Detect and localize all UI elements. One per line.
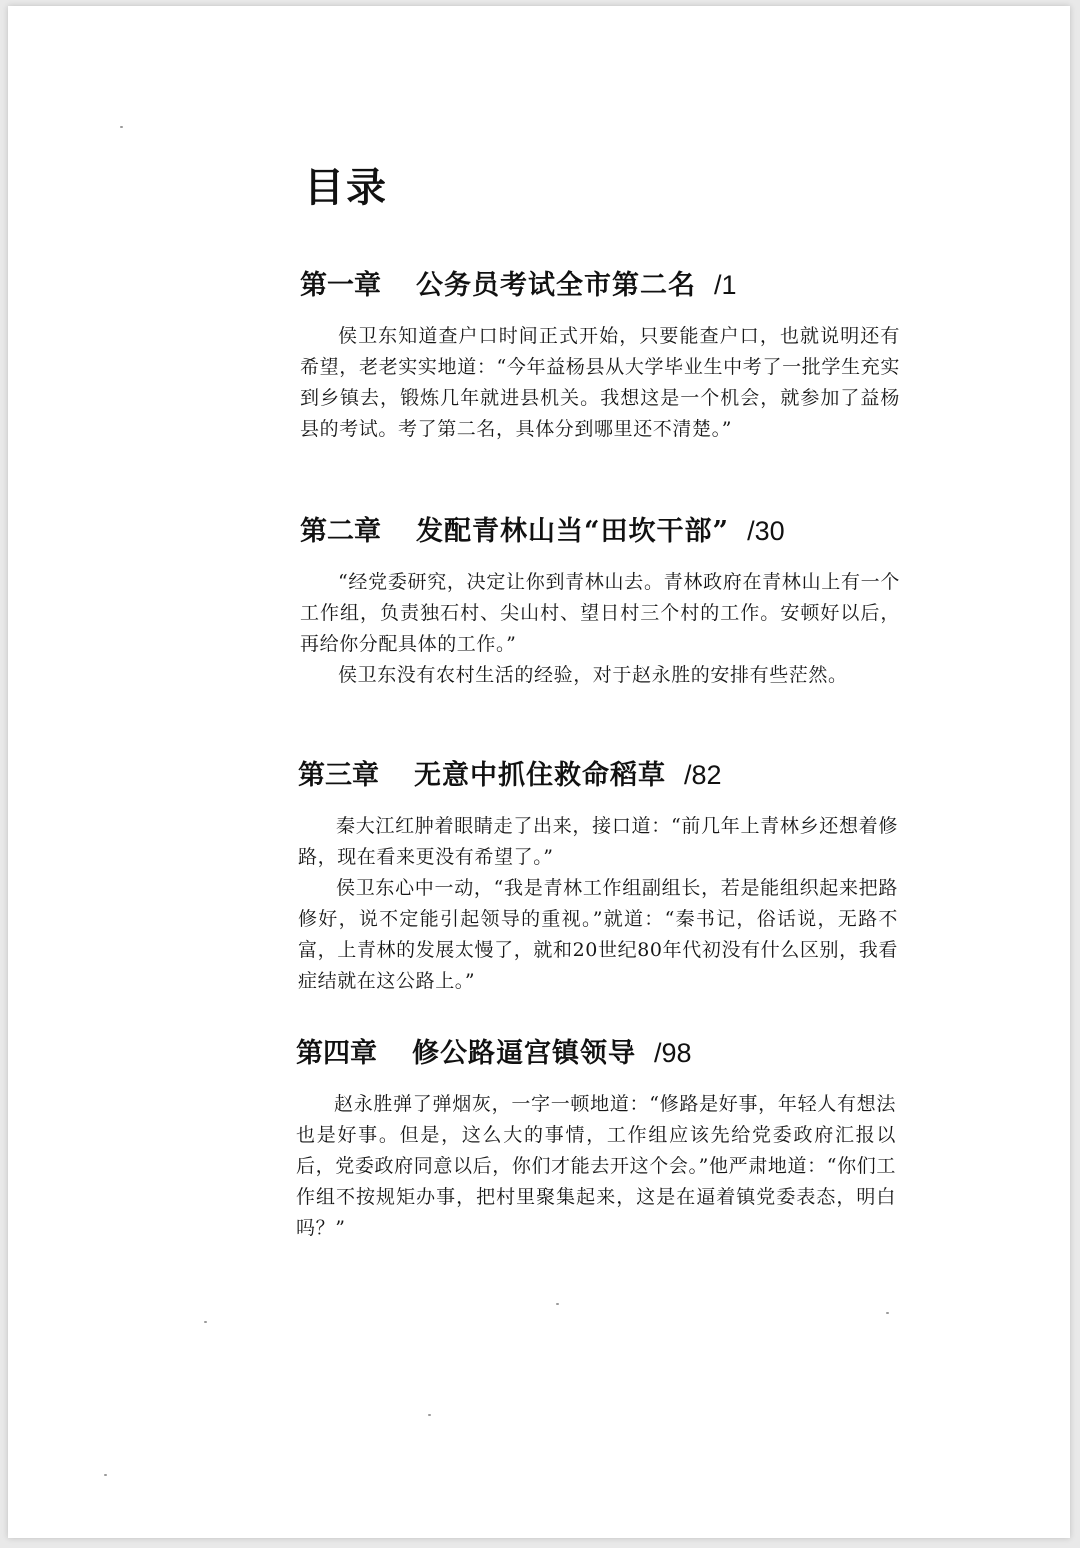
scan-speck bbox=[104, 1474, 107, 1476]
document-page bbox=[8, 6, 1070, 1538]
chapter-page-number: /98 bbox=[654, 1038, 692, 1068]
scan-speck bbox=[204, 1321, 207, 1323]
scan-speck bbox=[886, 1312, 889, 1314]
chapter-page-number: /82 bbox=[684, 760, 722, 790]
chapter-number: 第三章 bbox=[298, 760, 379, 791]
scan-speck bbox=[428, 1414, 431, 1416]
chapter-title: 发配青林山当“田坎干部” bbox=[416, 516, 730, 547]
chapter-number: 第四章 bbox=[296, 1038, 377, 1069]
chapter-heading[interactable] bbox=[300, 514, 900, 549]
chapter-page-number: /30 bbox=[747, 516, 785, 546]
chapter-4 bbox=[296, 1036, 896, 1244]
chapter-number: 第二章 bbox=[300, 516, 381, 547]
chapter-heading[interactable] bbox=[300, 268, 900, 303]
chapter-heading[interactable] bbox=[296, 1036, 896, 1071]
scan-speck bbox=[120, 126, 123, 128]
chapter-2 bbox=[300, 514, 900, 691]
chapter-excerpt: 侯卫东没有农村生活的经验，对于赵永胜的安排有些茫然。 bbox=[338, 664, 848, 686]
chapter-page-number: /1 bbox=[714, 270, 737, 300]
chapter-excerpt: 侯卫东知道查户口时间正式开始，只要能查户口，也就说明还有希望，老老实实地道：“今年益杨县从大学毕业生中考了一批学生充实到乡镇去，锻炼几年就进县机关。我想这是一个机会，就参加了益杨县的考试。考了第二名，具体分到哪里还不清楚。” bbox=[300, 325, 900, 440]
chapter-excerpt: “经党委研究，决定让你到青林山去。青林政府在青林山上有一个工作组，负责独石村、尖山村、望日村三个村的工作。安顿好以后，再给你分配具体的工作。” bbox=[300, 571, 900, 655]
chapter-excerpt: 侯卫东心中一动，“我是青林工作组副组长，若是能组织起来把路修好，说不定能引起领导的重视。”就道：“秦书记，俗话说，无路不富，上青林的发展太慢了，就和20世纪80年代初没有什么区别，我看症结就在这公路上。” bbox=[298, 877, 898, 992]
toc-title: 目录 bbox=[304, 165, 388, 211]
chapter-3 bbox=[298, 758, 898, 997]
scan-speck bbox=[556, 1303, 559, 1305]
chapter-title: 公务员考试全市第二名 bbox=[416, 270, 696, 301]
chapter-excerpt: 秦大江红肿着眼睛走了出来，接口道：“前几年上青林乡还想着修路，现在看来更没有希望了。” bbox=[298, 815, 898, 868]
chapter-1 bbox=[300, 268, 900, 445]
chapter-excerpt: 赵永胜弹了弹烟灰，一字一顿地道：“修路是好事，年轻人有想法也是好事。但是，这么大的事情，工作组应该先给党委政府汇报以后，党委政府同意以后，你们才能去开这个会。”他严肃地道：“你们工作组不按规矩办事，把村里聚集起来，这是在逼着镇党委表态，明白吗？” bbox=[296, 1093, 896, 1239]
chapter-number: 第一章 bbox=[300, 270, 381, 301]
chapter-heading[interactable] bbox=[298, 758, 898, 793]
chapter-title: 无意中抓住救命稻草 bbox=[414, 760, 666, 791]
chapter-title: 修公路逼宫镇领导 bbox=[412, 1038, 636, 1069]
